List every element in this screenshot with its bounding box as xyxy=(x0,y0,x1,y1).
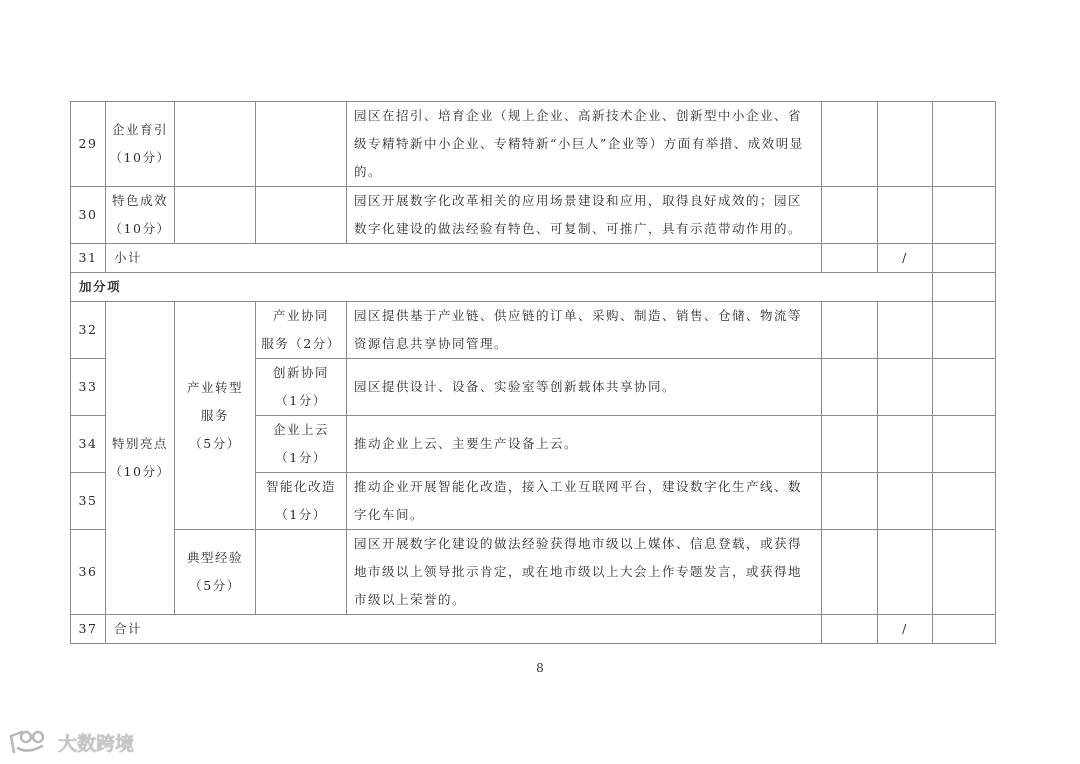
score-cell xyxy=(933,473,996,530)
item-description: 园区开展数字化建设的做法经验获得地市级以上媒体、信息登载，或获得地市级以上领导批示肯定，或在地市级以上大会上作专题发言，或获得地市级以上荣誉的。 xyxy=(347,530,822,615)
item-description: 推动企业上云、主要生产设备上云。 xyxy=(347,416,822,473)
score-cell xyxy=(933,359,996,416)
slash-mark: / xyxy=(878,615,933,644)
row-number: 35 xyxy=(71,473,106,530)
row-number: 29 xyxy=(71,102,106,187)
score-cell xyxy=(822,244,878,273)
special-highlights-category: 特别亮点 （10分） xyxy=(106,302,175,615)
score-cell xyxy=(878,302,933,359)
score-cell xyxy=(878,473,933,530)
sub-item-name: 创新协同 （1分） xyxy=(256,359,347,416)
slash-mark: / xyxy=(878,244,933,273)
item-description: 园区在招引、培育企业（规上企业、高新技术企业、创新型中小企业、省级专精特新中小企业、专精特新“小巨人”企业等）方面有举措、成效明显的。 xyxy=(347,102,822,187)
score-cell xyxy=(878,359,933,416)
item-description: 园区开展数字化改革相关的应用场景建设和应用，取得良好成效的；园区数字化建设的做法经验有特色、可复制、可推广，具有示范带动作用的。 xyxy=(347,187,822,244)
score-cell xyxy=(822,302,878,359)
item-description: 园区提供基于产业链、供应链的订单、采购、制造、销售、仓储、物流等资源信息共享协同管理。 xyxy=(347,302,822,359)
score-cell xyxy=(878,416,933,473)
score-cell xyxy=(933,530,996,615)
watermark xyxy=(8,728,134,756)
table-row xyxy=(71,187,996,244)
sub-item-name: 智能化改造 （1分） xyxy=(256,473,347,530)
score-cell xyxy=(822,473,878,530)
row-number: 31 xyxy=(71,244,106,273)
score-cell xyxy=(822,102,878,187)
watermark-text: 大数跨境 xyxy=(58,732,135,755)
score-cell xyxy=(933,102,996,187)
score-cell xyxy=(822,416,878,473)
score-cell xyxy=(822,359,878,416)
empty-cell xyxy=(256,187,347,244)
empty-cell xyxy=(256,102,347,187)
score-cell xyxy=(933,187,996,244)
score-cell xyxy=(878,530,933,615)
score-cell xyxy=(933,615,996,644)
empty-cell xyxy=(933,273,996,302)
table-row xyxy=(71,302,996,359)
total-label: 合计 xyxy=(106,615,822,644)
watermark-logo-icon xyxy=(8,728,54,756)
row-number: 34 xyxy=(71,416,106,473)
score-cell xyxy=(878,102,933,187)
empty-cell xyxy=(256,530,347,615)
row-number: 33 xyxy=(71,359,106,416)
score-cell xyxy=(933,244,996,273)
subtotal-label: 小计 xyxy=(106,244,822,273)
empty-cell xyxy=(175,102,256,187)
table-row xyxy=(71,530,996,615)
score-cell xyxy=(878,187,933,244)
row-number: 32 xyxy=(71,302,106,359)
empty-cell xyxy=(175,187,256,244)
score-cell xyxy=(822,187,878,244)
table-row xyxy=(71,615,996,644)
sub-item-name: 企业上云 （1分） xyxy=(256,416,347,473)
item-description: 推动企业开展智能化改造，接入工业互联网平台，建设数字化生产线、数字化车间。 xyxy=(347,473,822,530)
table-row xyxy=(71,102,996,187)
item-description: 园区提供设计、设备、实验室等创新载体共享协同。 xyxy=(347,359,822,416)
industry-transformation-category: 产业转型 服务 （5分） xyxy=(175,302,256,530)
score-cell xyxy=(933,416,996,473)
score-cell xyxy=(822,615,878,644)
page-number: 8 xyxy=(536,661,544,675)
item-name: 企业育引 （10分） xyxy=(106,102,175,187)
row-number: 36 xyxy=(71,530,106,615)
score-cell xyxy=(822,530,878,615)
table-row xyxy=(71,244,996,273)
section-row xyxy=(71,273,996,302)
row-number: 37 xyxy=(71,615,106,644)
scoring-table xyxy=(70,101,996,644)
sub-item-name: 产业协同 服务（2分） xyxy=(256,302,347,359)
row-number: 30 xyxy=(71,187,106,244)
score-cell xyxy=(933,302,996,359)
typical-experience-category: 典型经验 （5分） xyxy=(175,530,256,615)
section-heading: 加分项 xyxy=(71,273,933,302)
item-name: 特色成效 （10分） xyxy=(106,187,175,244)
